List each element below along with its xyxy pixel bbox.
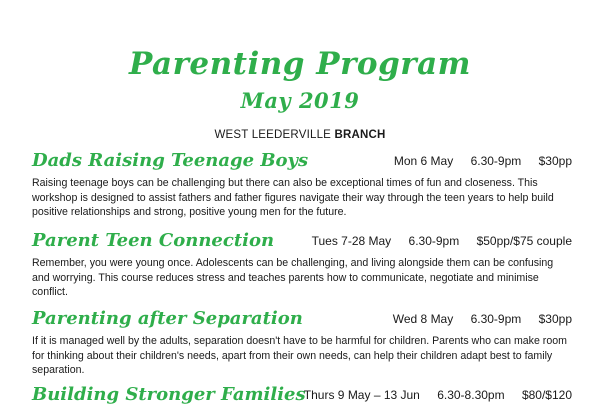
session-time: 6.30-9pm [470,312,522,326]
branch-name: WEST LEEDERVILLE [214,129,332,141]
session-meta [290,388,572,402]
session-date: Wed 8 May [392,312,454,326]
session-description: Raising teenage boys can be challenging but there can also be exceptional times of fun and closeness. This workshop is designed to assist fathers and father figures navigate their way through the teen years to help build positive relationships and strong, positive young men for the future. [32,177,554,218]
branch-word: BRANCH [334,129,386,141]
session-header [32,230,572,256]
session-title: Building Stronger Families [32,384,306,405]
session-time: 6.30-8.30pm [437,388,505,402]
session-price: $30pp [538,312,572,326]
session-price: $50pp/$75 couple [476,234,572,248]
session-date: Thurs 9 May – 13 Jun [303,388,420,402]
session-dads-raising-teenage-boys [32,150,572,220]
session-title: Parent Teen Connection [32,230,275,251]
session-parenting-after-separation [32,308,572,378]
session-meta [380,154,572,168]
session-date: Tues 7-28 May [311,234,392,248]
session-header [32,150,572,176]
session-date: Mon 6 May [393,154,454,168]
session-price: $30pp [538,154,572,168]
session-price: $80/$120 [521,388,572,402]
session-building-stronger-families [32,384,572,410]
session-description: If it is managed well by the adults, separation doesn't have to be harmful for children. Parents who can make room for thinking about their children's needs, apart from their own needs, can help their children adapt best to family separation. [32,335,567,376]
session-meta [379,312,572,326]
session-title: Dads Raising Teenage Boys [32,150,309,171]
session-time: 6.30-9pm [408,234,460,248]
page-title: Parenting Program [129,46,471,82]
session-header [32,384,572,410]
session-description: Remember, you were young once. Adolescents can be challenging, and living alongside them can be confusing and worrying. This course reduces stress and teaches parents how to communicate, negotiate and minimise conflict. [32,257,554,298]
session-parent-teen-connection [32,230,572,300]
session-meta [298,234,572,248]
session-time: 6.30-9pm [470,154,522,168]
session-title: Parenting after Separation [32,308,303,329]
session-header [32,308,572,334]
branch-label [0,129,600,141]
page-subtitle: May 2019 [240,88,360,113]
